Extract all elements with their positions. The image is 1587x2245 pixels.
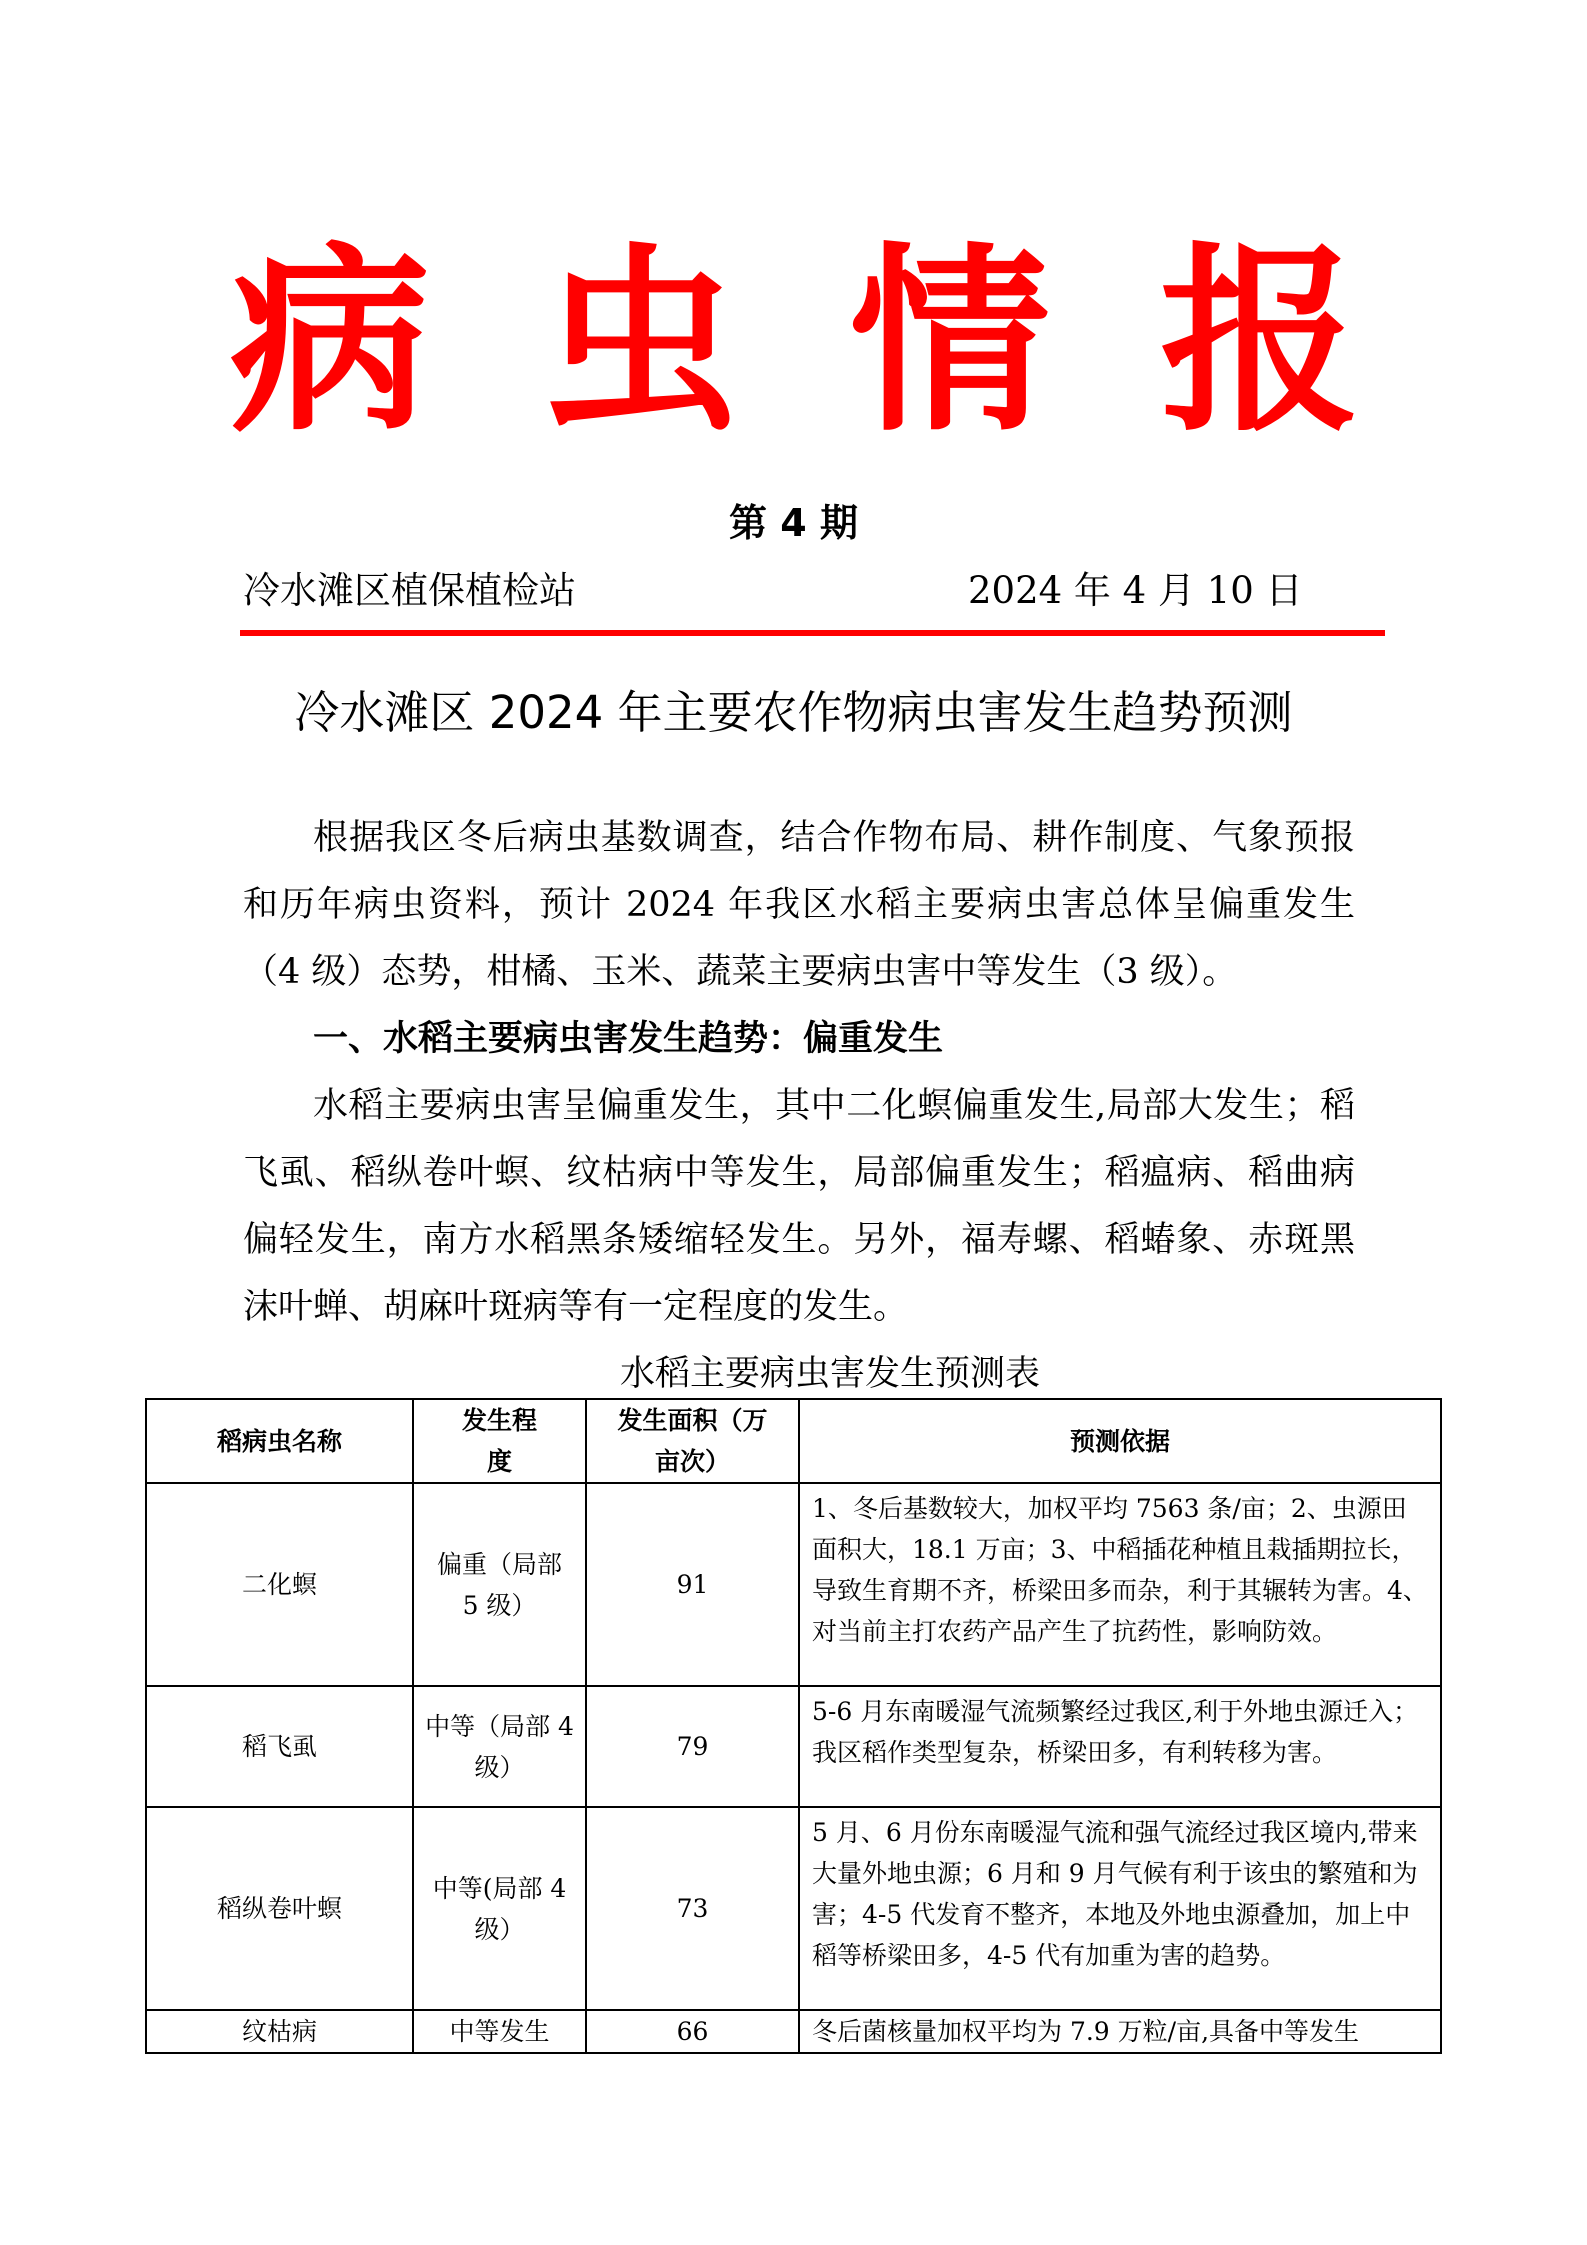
forecast-table: [145, 1398, 1442, 2054]
pest-name: 稻纵卷叶螟: [146, 1807, 413, 2010]
masthead-char: 报: [1159, 226, 1360, 459]
table-row: [146, 1807, 1441, 2010]
masthead: [230, 228, 1360, 458]
occurrence-degree: 中等（局部 4 级）: [413, 1686, 586, 1807]
occurrence-area: 91: [586, 1483, 799, 1686]
pest-name: 纹枯病: [146, 2010, 413, 2053]
table-row: [146, 1483, 1441, 1686]
issue-number: 第 4 期: [729, 501, 858, 545]
masthead-char: 虫: [539, 226, 740, 459]
header-divider: [240, 630, 1385, 636]
occurrence-degree: 中等(局部 4 级）: [413, 1807, 586, 2010]
section-heading: 一、水稻主要病虫害发生趋势：偏重发生: [313, 1019, 944, 1059]
occurrence-degree: 中等发生: [413, 2010, 586, 2053]
section-paragraph: 水稻主要病虫害呈偏重发生，其中二化螟偏重发生,局部大发生；稻飞虱、稻纵卷叶螟、纹枯病中等发生，局部偏重发生；稻瘟病、稻曲病偏轻发生，南方水稻黑条矮缩轻发生。另外，福寿螺、稻蝽象、赤斑黑沫叶蝉、胡麻叶斑病等有一定程度的发生。: [243, 1086, 1355, 1327]
forecast-basis: 冬后菌核量加权平均为 7.9 万粒/亩,具备中等发生: [799, 2010, 1441, 2053]
publish-date: 2024 年 4 月 10 日: [968, 569, 1303, 612]
pest-name: 稻飞虱: [146, 1686, 413, 1807]
forecast-basis: 1、冬后基数较大，加权平均 7563 条/亩；2、虫源田面积大，18.1 万亩；3、中稻插花种植且栽插期拉长，导致生育期不齐，桥梁田多而杂，利于其辗转为害。4、对当前主打农药产品产生了抗药性，影响防效。: [799, 1483, 1441, 1686]
occurrence-degree: 偏重（局部 5 级）: [413, 1483, 586, 1686]
masthead-char: 情: [849, 226, 1050, 459]
table-caption: 水稻主要病虫害发生预测表: [619, 1354, 1040, 1394]
occurrence-area: 66: [586, 2010, 799, 2053]
forecast-basis: 5-6 月东南暖湿气流频繁经过我区,利于外地虫源迁入；我区稻作类型复杂，桥梁田多，有利转移为害。: [799, 1686, 1441, 1807]
pest-name: 二化螟: [146, 1483, 413, 1686]
masthead-char: 病: [230, 226, 431, 459]
occurrence-area: 73: [586, 1807, 799, 2010]
table-row: [146, 2010, 1441, 2053]
table-row: [146, 1686, 1441, 1807]
forecast-basis: 5 月、6 月份东南暖湿气流和强气流经过我区境内,带来大量外地虫源；6 月和 9 月气候有利于该虫的繁殖和为害；4-5 代发育不整齐，本地及外地虫源叠加，加上中稻等桥梁田多，4-5 代有加重为害的趋势。: [799, 1807, 1441, 2010]
intro-paragraph: 根据我区冬后病虫基数调查，结合作物布局、耕作制度、气象预报和历年病虫资料，预计 2024 年我区水稻主要病虫害总体呈偏重发生（4 级）态势，柑橘、玉米、蔬菜主要病虫害中等发生（3 级）。: [243, 818, 1355, 992]
table-header-row: [146, 1399, 1441, 1483]
document-title: 冷水滩区 2024 年主要农作物病虫害发生趋势预测: [294, 686, 1293, 739]
col-header-area: 发生面积（万亩次）: [586, 1399, 799, 1483]
col-header-degree: 发生程度: [413, 1399, 586, 1483]
col-header-basis: 预测依据: [799, 1399, 1441, 1483]
col-header-name: 稻病虫名称: [146, 1399, 413, 1483]
occurrence-area: 79: [586, 1686, 799, 1807]
issuer: 冷水滩区植保植检站: [243, 569, 576, 612]
